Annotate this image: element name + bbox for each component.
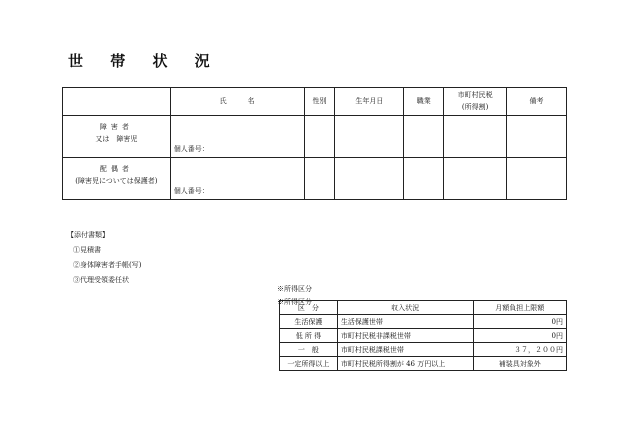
fee-header-row xyxy=(280,301,567,315)
header-row xyxy=(63,88,567,116)
occupation-field-disabled[interactable] xyxy=(404,116,444,158)
fee-income: 市町村民税非課税世帯 xyxy=(337,329,473,343)
fee-category: 生活保護 xyxy=(280,315,338,329)
name-field-spouse[interactable] xyxy=(170,158,304,200)
fee-row xyxy=(280,315,567,329)
row-label-line1: 障害者 xyxy=(99,123,133,131)
fee-row xyxy=(280,329,567,343)
fee-table xyxy=(279,300,567,371)
header-blank xyxy=(63,88,171,116)
fee-row xyxy=(280,357,567,371)
row-label-spouse xyxy=(63,158,171,200)
header-birthdate: 生年月日 xyxy=(335,88,404,116)
tax-field-spouse[interactable] xyxy=(444,158,507,200)
fee-header-category: 区 分 xyxy=(280,301,338,315)
row-label-disabled xyxy=(63,116,171,158)
row-label-line2: (障害児については保護者) xyxy=(75,176,158,185)
disabled-person-row xyxy=(63,116,567,158)
header-tax-line2: (所得割) xyxy=(461,102,489,111)
attachment-item: ③代理受領委任状 xyxy=(73,276,129,284)
remarks-field-spouse[interactable] xyxy=(507,158,567,200)
sex-field-disabled[interactable] xyxy=(304,116,335,158)
fee-header-limit: 月額負担上限額 xyxy=(473,301,567,315)
attachment-item: ②身体障害者手帳(写) xyxy=(73,261,142,269)
header-occupation: 職業 xyxy=(404,88,444,116)
personal-number-label: 個人番号： xyxy=(173,145,209,153)
header-municipal-tax xyxy=(444,88,507,116)
header-remarks: 備考 xyxy=(507,88,567,116)
sex-field-spouse[interactable] xyxy=(304,158,335,200)
personal-number-label: 個人番号： xyxy=(173,187,209,195)
fee-category: 一定所得以上 xyxy=(280,357,338,371)
fee-limit: 0円 xyxy=(473,329,567,343)
fee-row xyxy=(280,343,567,357)
page-title: 世 帯 状 況 xyxy=(68,52,221,70)
row-label-line1: 配偶者 xyxy=(99,165,133,173)
fee-category: 一 般 xyxy=(280,343,338,357)
spouse-row xyxy=(63,158,567,200)
income-category-note: ※所得区分 xyxy=(277,285,312,293)
fee-limit: 補装具対象外 xyxy=(473,357,567,371)
birthdate-field-disabled[interactable] xyxy=(335,116,404,158)
attachments-section xyxy=(67,228,141,288)
fee-income: 市町村民税課税世帯 xyxy=(337,343,473,357)
income-category-note-overlap: ※所得区分 xyxy=(277,298,312,306)
header-tax-line1: 市町村民税 xyxy=(457,91,493,100)
fee-category: 低 所 得 xyxy=(280,329,338,343)
header-sex: 性別 xyxy=(304,88,335,116)
fee-limit: ３７，２００円 xyxy=(473,343,567,357)
name-field-disabled[interactable] xyxy=(170,116,304,158)
remarks-field-disabled[interactable] xyxy=(507,116,567,158)
row-label-line2: 又は 障害児 xyxy=(95,134,138,143)
attachments-heading: 【添付書類】 xyxy=(67,231,109,239)
fee-income: 市町村民税所得割が 46 万円以上 xyxy=(337,357,473,371)
occupation-field-spouse[interactable] xyxy=(404,158,444,200)
fee-income: 生活保護世帯 xyxy=(337,315,473,329)
fee-limit: 0円 xyxy=(473,315,567,329)
household-table xyxy=(62,87,567,200)
birthdate-field-spouse[interactable] xyxy=(335,158,404,200)
attachment-item: ①見積書 xyxy=(73,246,101,254)
tax-field-disabled[interactable] xyxy=(444,116,507,158)
fee-header-income: 収入状況 xyxy=(337,301,473,315)
header-name: 氏 名 xyxy=(170,88,304,116)
